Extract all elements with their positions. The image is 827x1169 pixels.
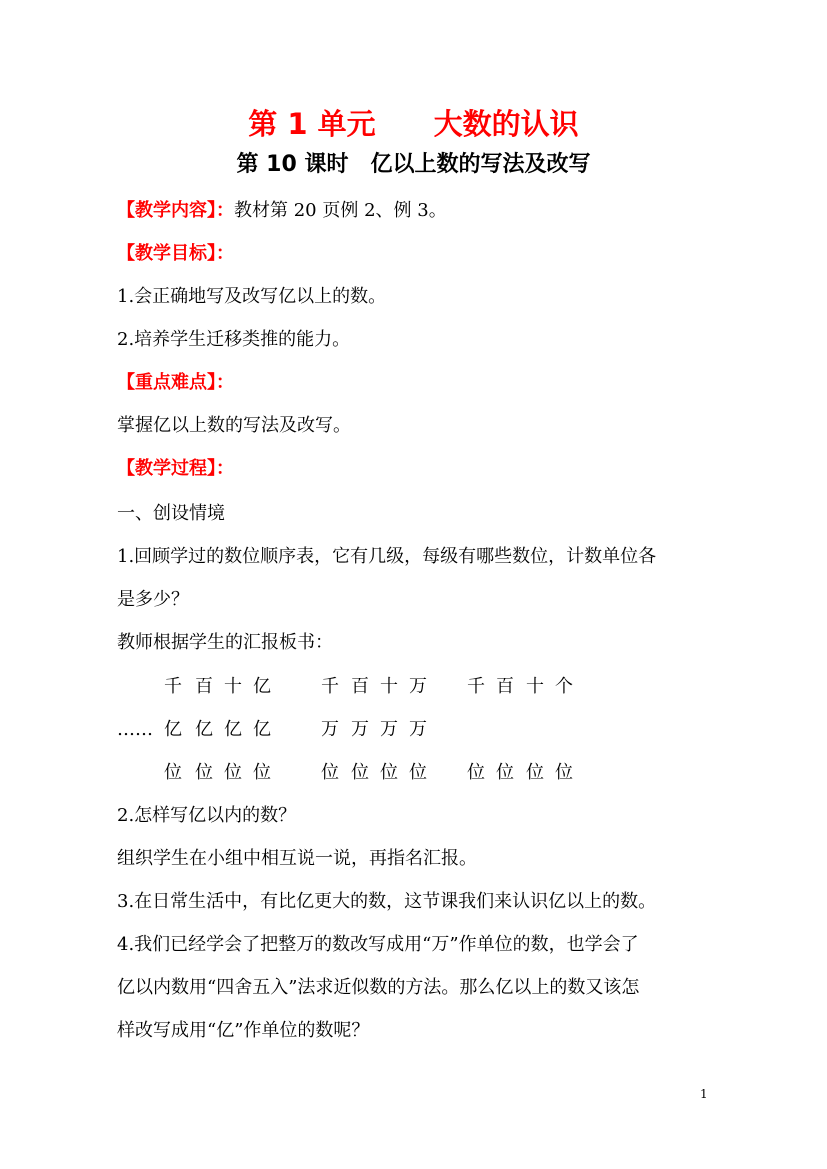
table-cell: 位 [496, 762, 514, 783]
table-cell: 万 [351, 719, 369, 740]
table-cell: 百 [195, 676, 213, 697]
table-cell: 百 [496, 676, 514, 697]
process-paragraph-3: 2.怎样写亿以内的数？ [117, 805, 297, 826]
table-cell: 十 [526, 676, 544, 697]
table-cell: 位 [195, 762, 213, 783]
table-cell: 百 [351, 676, 369, 697]
table-cell: 千 [467, 676, 485, 697]
process-heading: 【教学过程】： [117, 458, 234, 479]
unit-title [0, 104, 827, 144]
page-number: 1 [700, 1087, 708, 1101]
table-cell: 万 [321, 719, 339, 740]
process-paragraph-4: 组织学生在小组中相互说一说，再指名汇报。 [117, 848, 477, 869]
goal-item-2: 2.培养学生迁移类推的能力。 [117, 329, 351, 350]
lesson-topic: 亿以上数的写法及改写 [370, 152, 591, 177]
table-cell: 位 [555, 762, 573, 783]
unit-label: 第 1 单元 [248, 107, 376, 141]
table-cell: 万 [409, 676, 427, 697]
lesson-title [0, 149, 827, 181]
table-cell: 万 [380, 719, 398, 740]
teaching-content-text: 教材第 20 页例 2、例 3。 [234, 200, 447, 221]
teaching-goals-heading: 【教学目标】： [117, 243, 234, 264]
table-cell: 位 [409, 762, 427, 783]
table-cell: 位 [467, 762, 485, 783]
process-paragraph-1-cont: 是多少？ [117, 589, 189, 610]
teaching-content [117, 199, 447, 223]
table-ellipsis: …… [117, 719, 153, 740]
key-points-heading: 【重点难点】： [117, 372, 234, 393]
table-cell: 位 [224, 762, 242, 783]
table-cell: 位 [526, 762, 544, 783]
table-cell: 亿 [164, 719, 182, 740]
table-cell: 千 [164, 676, 182, 697]
process-section-title: 一、创设情境 [117, 503, 225, 524]
process-paragraph-1: 1.回顾学过的数位顺序表，它有几级，每级有哪些数位，计数单位各 [117, 546, 657, 567]
table-cell: 亿 [195, 719, 213, 740]
goal-item-1: 1.会正确地写及改写亿以上的数。 [117, 286, 387, 307]
table-cell: 十 [224, 676, 242, 697]
table-cell: 十 [380, 676, 398, 697]
table-cell: 位 [164, 762, 182, 783]
unit-topic: 大数的认识 [433, 107, 579, 141]
table-cell: 位 [321, 762, 339, 783]
process-paragraph-6-cont-2: 样改写成用“亿”作单位的数呢？ [117, 1020, 370, 1041]
teaching-content-heading: 【教学内容】： [117, 200, 234, 221]
table-cell: 位 [253, 762, 271, 783]
process-paragraph-6: 4.我们已经学会了把整万的数改写成用“万”作单位的数，也学会了 [117, 934, 639, 955]
process-paragraph-5: 3.在日常生活中，有比亿更大的数，这节课我们来认识亿以上的数。 [117, 891, 657, 912]
table-cell: 位 [351, 762, 369, 783]
lesson-label: 第 10 课时 [236, 152, 349, 177]
table-cell: 千 [321, 676, 339, 697]
table-cell: 亿 [253, 719, 271, 740]
table-cell: 亿 [224, 719, 242, 740]
table-cell: 万 [409, 719, 427, 740]
process-paragraph-2: 教师根据学生的汇报板书： [117, 632, 333, 653]
process-paragraph-6-cont-1: 亿以内数用“四舍五入”法求近似数的方法。那么亿以上的数又该怎 [117, 977, 640, 998]
table-cell: 亿 [253, 676, 271, 697]
table-cell: 位 [380, 762, 398, 783]
key-points-text: 掌握亿以上数的写法及改写。 [117, 415, 351, 436]
table-cell: 个 [555, 676, 573, 697]
